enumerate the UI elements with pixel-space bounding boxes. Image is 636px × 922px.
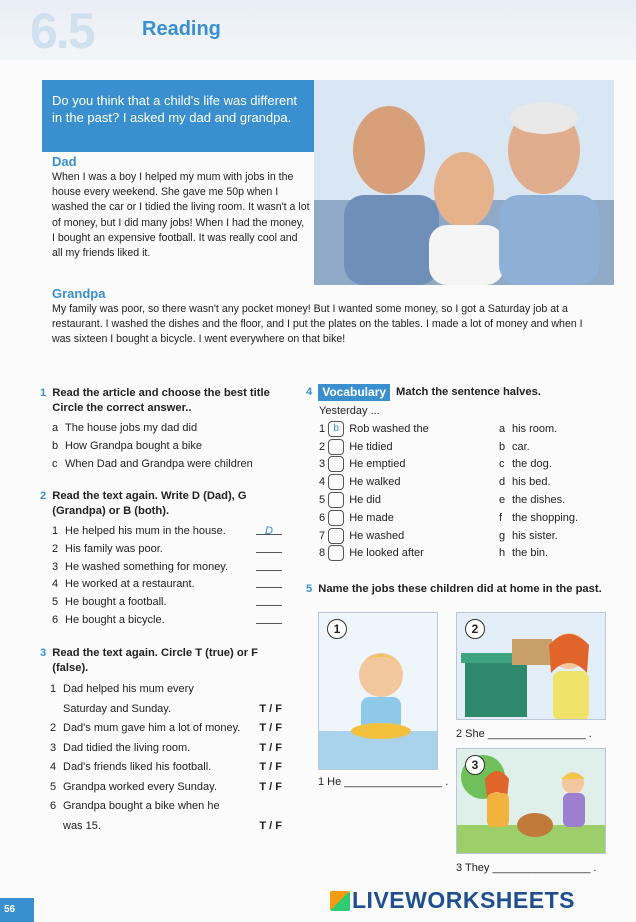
exercise-2 [40, 489, 282, 630]
left-halves [319, 421, 499, 563]
exercise-1-instruction: Read the article and choose the best title Circle the correct answer.. [52, 387, 270, 414]
answer-box[interactable] [328, 474, 344, 490]
right-half-item [499, 528, 604, 546]
left-half-item [319, 439, 499, 457]
item-text-cont: Saturday and Sunday. [63, 702, 172, 715]
option-b[interactable] [52, 438, 280, 456]
right-half-item [499, 492, 604, 510]
liveworksheets-logo-icon [330, 891, 350, 911]
left-half-item [319, 421, 499, 439]
option-text: How Grandpa bought a bike [65, 439, 202, 452]
item-text: Grandpa bought a bike when he [63, 800, 220, 812]
family-photo-illustration [314, 80, 614, 285]
picture-1 [318, 612, 438, 770]
ex3-item-cont [50, 700, 282, 720]
caption-1[interactable]: 1 He ________________ . [318, 776, 449, 788]
answer-blank[interactable] [256, 612, 282, 624]
item-text: He helped his mum in the house. [65, 525, 226, 537]
item-number: 4 [52, 578, 59, 591]
answer-blank[interactable] [256, 559, 282, 571]
answer-box[interactable] [328, 492, 344, 508]
page-title: Reading [142, 18, 221, 40]
dad-heading: Dad [52, 154, 77, 169]
true-false-choice[interactable]: T / F [259, 780, 282, 793]
exercise-3-title [40, 646, 282, 676]
ex3-item [50, 778, 282, 798]
item-number: 3 [52, 560, 59, 573]
option-text: the dishes. [512, 493, 566, 506]
left-half-item [319, 510, 499, 528]
ex3-item [50, 680, 282, 700]
exercise-5 [306, 582, 616, 597]
exercise-3 [40, 646, 282, 836]
page-number: 56 [0, 898, 34, 922]
liveworksheets-brand[interactable] [330, 887, 575, 914]
exercise-4-instruction: Match the sentence halves. [396, 386, 541, 398]
item-number: 2 [50, 722, 57, 734]
left-half-item [319, 456, 499, 474]
true-false-choice[interactable]: T / F [259, 722, 282, 734]
item-text: He bought a bicycle. [65, 613, 165, 626]
ex3-item [50, 797, 282, 817]
answer-blank[interactable] [256, 594, 282, 606]
item-text: He tidied [349, 440, 393, 453]
exercise-5-number: 5 [306, 583, 313, 595]
item-number: 1 [52, 525, 59, 537]
item-text: Grandpa worked every Sunday. [63, 780, 217, 793]
item-number: 7 [319, 529, 326, 542]
header-band [0, 0, 636, 60]
item-text: He walked [349, 476, 401, 489]
picture-badge-3: 3 [465, 755, 485, 775]
answer-box[interactable]: b [328, 421, 344, 437]
picture-badge-1: 1 [327, 619, 347, 639]
item-text: He looked after [349, 547, 424, 560]
option-text: the bin. [512, 547, 549, 560]
item-text: He bought a football. [65, 596, 167, 609]
family-photo [314, 80, 614, 285]
ex3-item [50, 739, 282, 759]
dad-text: When I was a boy I helped my mum with jobs in the house every weekend. She gave me 50p when I washed the car or I tidied the living room. It wasn't a lot of money, but I did many jobs! When I had the money, I bought an expensive football. It was really cool and all my friends liked it. [52, 171, 310, 260]
item-text: Dad helped his mum every [63, 683, 194, 695]
option-letter: g [499, 529, 506, 542]
exercise-1-title [40, 386, 280, 416]
left-half-item [319, 474, 499, 492]
brand-text: LIVEWORKSHEETS [352, 887, 575, 913]
option-letter: h [499, 547, 506, 560]
grandpa-section [52, 286, 592, 348]
intro-question: Do you think that a child's life was different in the past? I asked my dad and grandpa. [42, 80, 314, 152]
item-text: His family was poor. [65, 542, 163, 555]
option-letter: b [52, 439, 59, 452]
left-half-item [319, 528, 499, 546]
exercise-4 [306, 384, 606, 563]
exercise-1 [40, 386, 280, 473]
exercise-4-lead: Yesterday ... [319, 405, 380, 417]
ex3-item [50, 758, 282, 778]
option-letter: a [499, 422, 506, 435]
picture-badge-2: 2 [465, 619, 485, 639]
right-half-item [499, 421, 604, 439]
item-text: He worked at a restaurant. [65, 578, 195, 591]
item-number: 3 [50, 741, 57, 754]
option-letter: c [499, 458, 505, 471]
right-half-item [499, 510, 604, 528]
item-number: 2 [319, 440, 326, 453]
item-text: He did [349, 493, 381, 506]
right-half-item [499, 474, 604, 492]
ex3-item [50, 719, 282, 739]
unit-number: 6.5 [30, 3, 94, 59]
option-letter: b [499, 440, 506, 453]
option-text: the shopping. [512, 511, 579, 524]
picture-3 [456, 748, 606, 854]
exercise-4-number: 4 [306, 386, 313, 398]
grandpa-text: My family was poor, so there wasn't any pocket money! But I wanted some money, so I got a Saturday job at a restaurant. I washed the dishes and the floor, and I put the plates on the tables. I made a lot of money and when I was sixteen I bought a bicycle. I went everywhere on that bike! [52, 303, 583, 346]
option-text: his bed. [512, 476, 551, 489]
left-half-item [319, 545, 499, 563]
item-text: Rob washed the [349, 422, 429, 435]
answer-blank[interactable] [256, 576, 282, 588]
option-text: car. [512, 440, 530, 453]
exercise-5-instruction: Name the jobs these children did at home in the past. [318, 583, 602, 595]
item-text: He washed something for money. [65, 560, 229, 573]
item-number: 6 [319, 511, 326, 524]
grandpa-heading: Grandpa [52, 286, 106, 301]
item-text: Dad tidied the living room. [63, 741, 191, 754]
exercise-2-instruction: Read the text again. Write D (Dad), G (Grandpa) or B (both). [52, 490, 247, 517]
item-number: 3 [319, 458, 326, 471]
vocabulary-tag: Vocabulary [318, 384, 390, 401]
exercise-3-number: 3 [40, 647, 47, 659]
item-number: 1 [50, 683, 57, 695]
answer-box[interactable] [328, 545, 344, 561]
ex2-item [52, 594, 282, 612]
answer-box[interactable] [328, 510, 344, 526]
right-half-item [499, 545, 604, 563]
item-text-cont: was 15. [63, 819, 101, 832]
item-text: Dad's friends liked his football. [63, 761, 212, 773]
option-letter: a [52, 422, 59, 434]
option-text: his room. [512, 422, 558, 435]
option-text: When Dad and Grandpa were children [65, 457, 253, 470]
item-text: He made [349, 511, 394, 524]
right-half-item [499, 439, 604, 457]
option-text: the dog. [512, 458, 552, 471]
option-letter: e [499, 493, 506, 506]
option-a[interactable] [52, 420, 280, 438]
left-half-item [319, 492, 499, 510]
exercise-2-title [40, 489, 282, 519]
exercise-4-title [306, 384, 606, 401]
option-letter: c [52, 457, 58, 470]
item-number: 2 [52, 542, 59, 555]
item-text: Dad's mum gave him a lot of money. [63, 722, 241, 734]
ex2-item [52, 559, 282, 577]
item-number: 5 [50, 780, 57, 793]
option-text: The house jobs my dad did [65, 422, 198, 434]
exercise-1-number: 1 [40, 387, 47, 399]
item-number: 4 [319, 476, 326, 489]
caption-3[interactable]: 3 They ________________ . [456, 862, 597, 874]
exercise-2-number: 2 [40, 490, 47, 502]
item-text: He emptied [349, 458, 406, 471]
option-letter: f [499, 511, 503, 524]
ex2-item [52, 576, 282, 594]
exercise-3-instruction: Read the text again. Circle T (true) or F (false). [52, 647, 258, 674]
ex2-item [52, 541, 282, 559]
item-number: 8 [319, 547, 326, 560]
item-text: He washed [349, 529, 405, 542]
option-text: his sister. [512, 529, 558, 542]
true-false-choice[interactable]: T / F [259, 819, 282, 832]
item-number: 6 [50, 800, 57, 812]
picture-2 [456, 612, 606, 720]
ex2-item [52, 523, 282, 541]
dad-section [52, 154, 310, 261]
right-half-item [499, 456, 604, 474]
item-number: 5 [52, 596, 59, 609]
answer-box[interactable] [328, 456, 344, 472]
true-false-choice[interactable]: T / F [259, 702, 282, 715]
item-number: 4 [50, 761, 57, 773]
item-number: 6 [52, 613, 59, 626]
answer-blank[interactable] [256, 541, 282, 553]
item-number: 1 [319, 422, 326, 435]
answer-box[interactable] [328, 439, 344, 455]
option-letter: d [499, 476, 506, 489]
ex3-item-cont [50, 817, 282, 837]
exercise-5-title [306, 582, 616, 597]
true-false-choice[interactable]: T / F [259, 741, 282, 754]
answer-blank[interactable]: D [256, 523, 282, 535]
caption-2[interactable]: 2 She ________________ . [456, 728, 592, 740]
item-number: 5 [319, 493, 326, 506]
option-c[interactable] [52, 456, 280, 474]
ex2-item [52, 612, 282, 630]
true-false-choice[interactable]: T / F [259, 761, 282, 773]
right-halves [499, 421, 604, 563]
answer-box[interactable] [328, 528, 344, 544]
